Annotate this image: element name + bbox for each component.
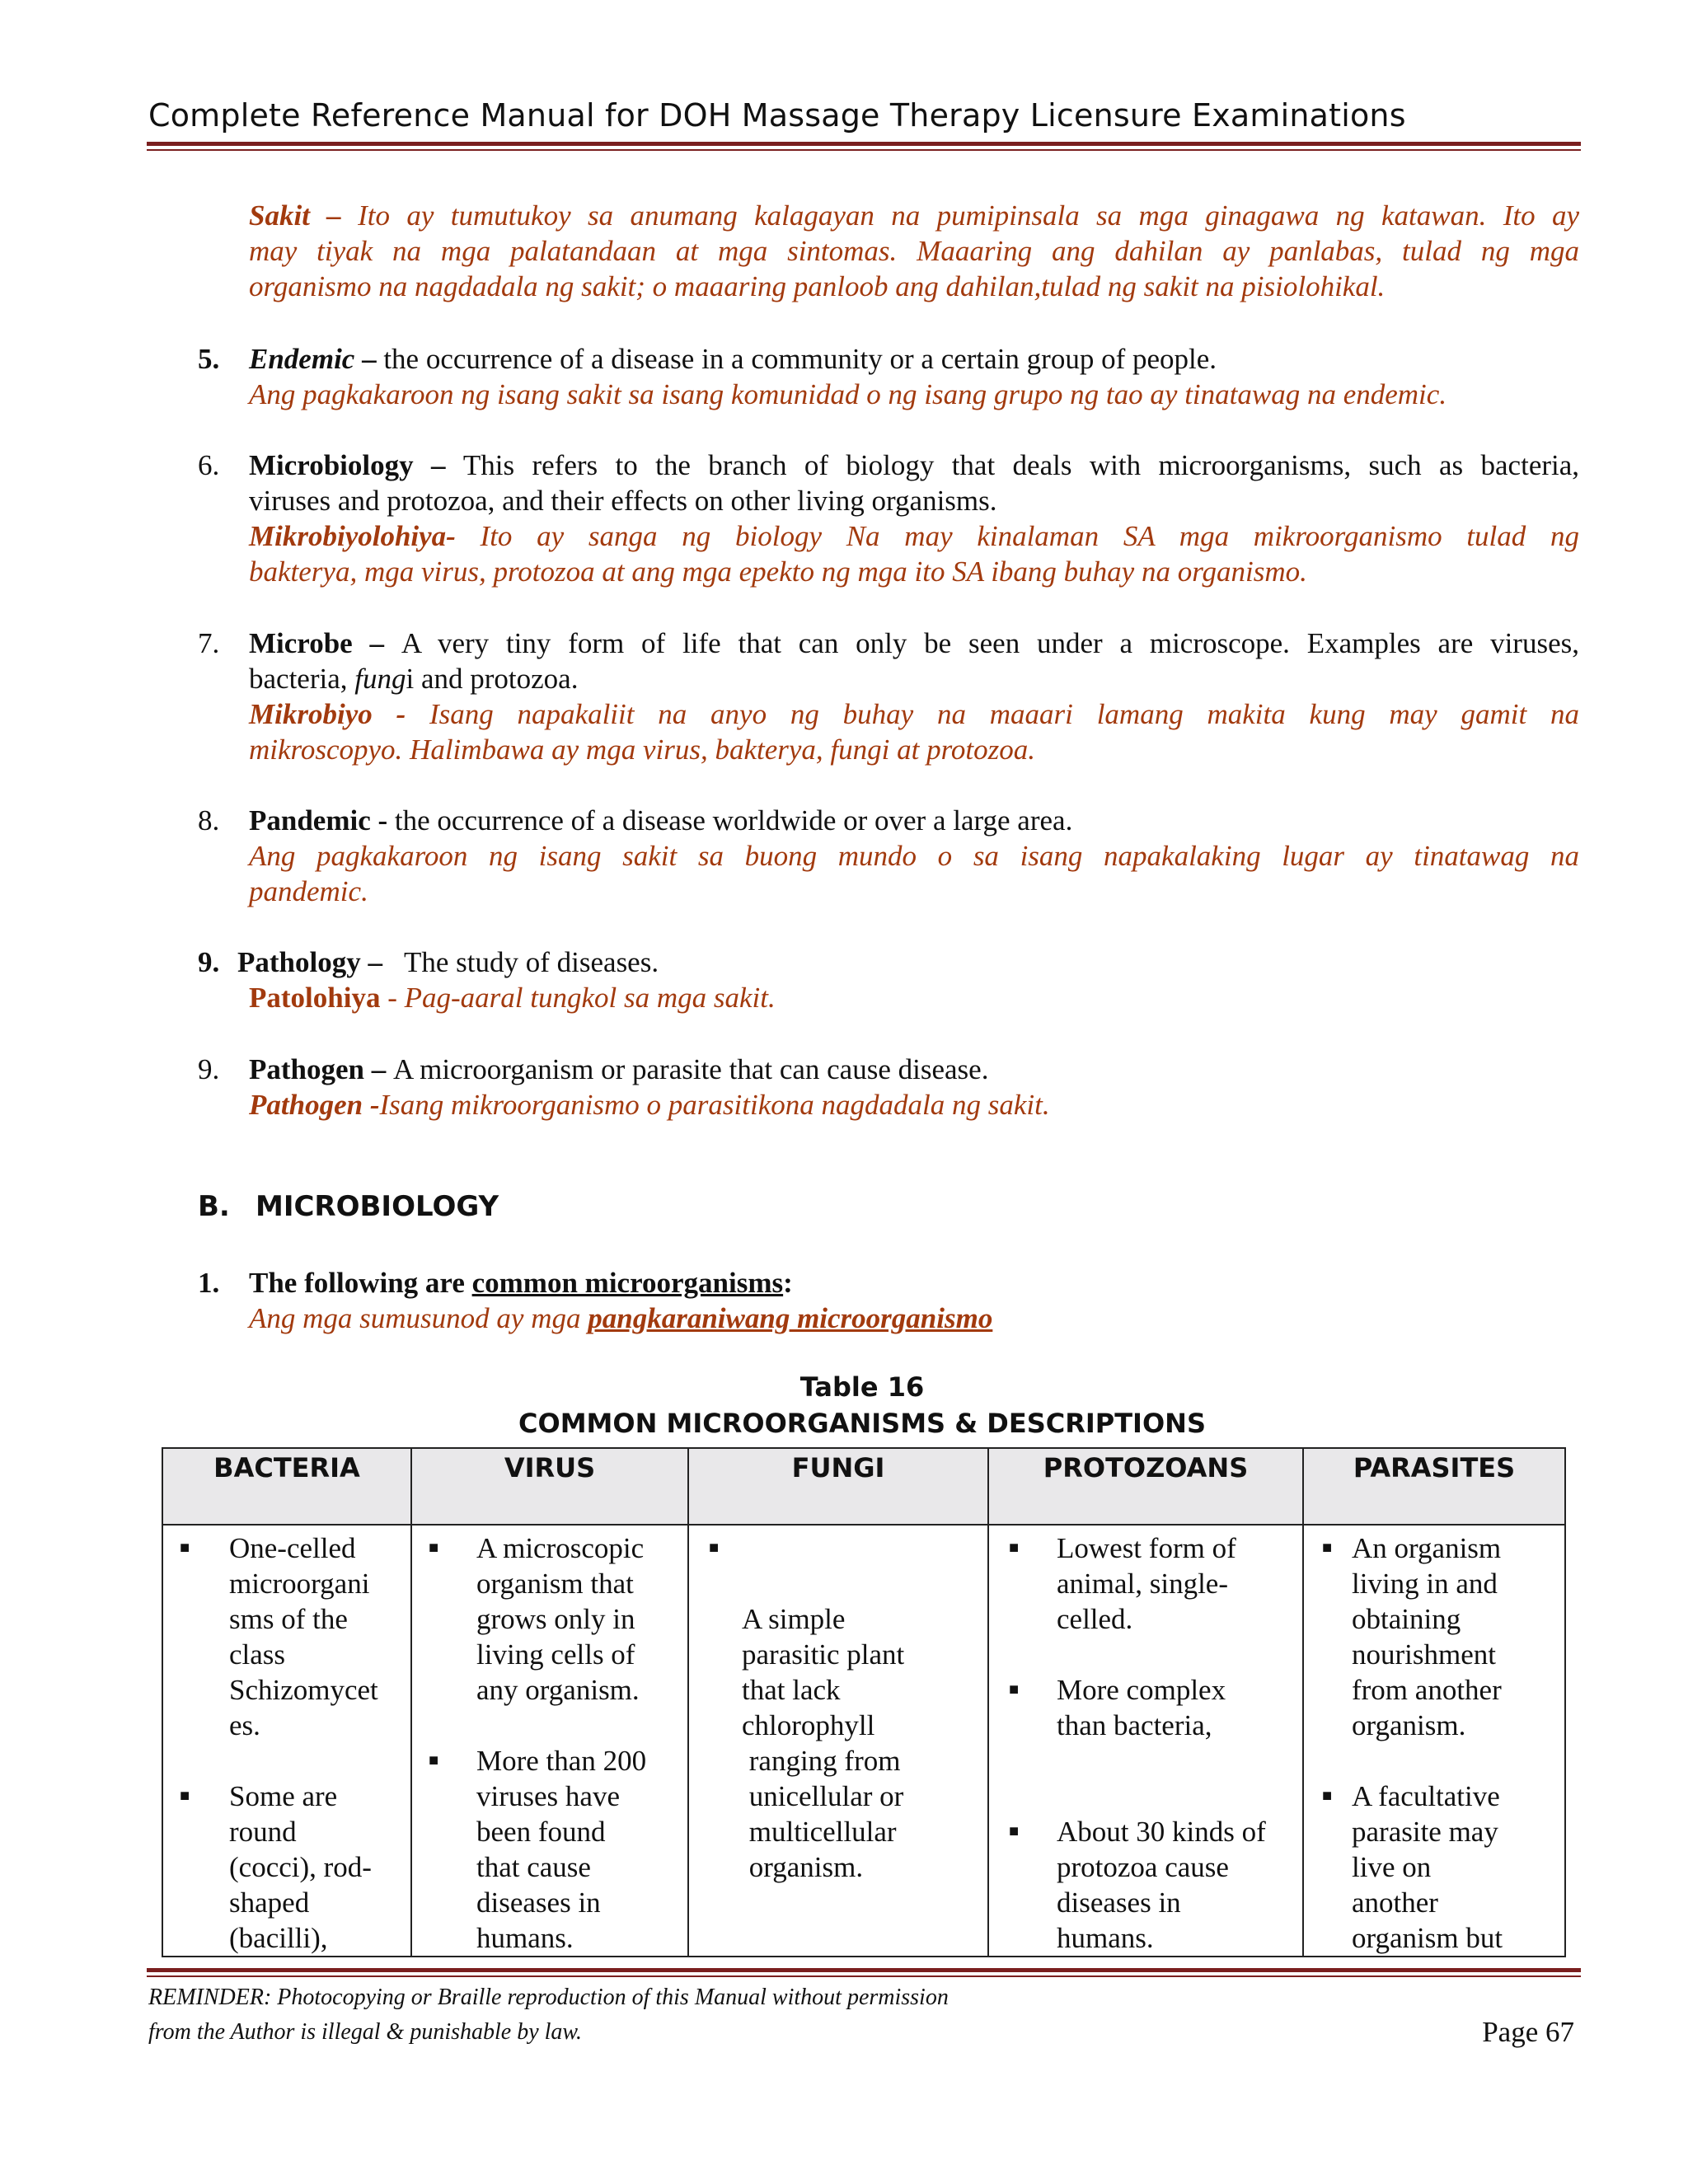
microorganisms-intro: The following are common microorganisms: Ang mga sumusunod ay mga pangkaraniwang microorganismo — [249, 1267, 993, 1334]
endemic-definition: Endemic – the occurrence of a disease in a community or a certain group of people. Ang pagkakaroon ng isang sakit sa isang komunidad o ng isang grupo ng tao ay tinatawag na endemic. — [249, 341, 1579, 412]
endemic-tl: Ang pagkakaroon ng isang sakit sa isang komunidad o ng isang grupo ng tao ay tinatawag na endemic. — [249, 378, 1447, 410]
table-cell: ■ A simple parasitic plant that lack chlorophyll ranging from unicellular or multicellular organism. — [688, 1525, 988, 1957]
sakit-term: Sakit — [249, 199, 310, 232]
pathology-tl-term: Patolohiya — [249, 982, 381, 1014]
item-number: 9. — [198, 946, 220, 978]
pathogen-definition: Pathogen – A microorganism or parasite that can cause disease. Pathogen -Isang mikroorganismo o parasitikona nagdadala ng sakit. — [249, 1053, 1050, 1121]
pathogen-tl-term: Pathogen - — [249, 1089, 380, 1121]
microbiology-tl-term: Mikrobiyolohiya- — [249, 520, 456, 552]
microbe-term: Microbe – — [249, 627, 401, 659]
bullet-square-icon: ■ — [708, 1539, 720, 1557]
item-number: 1. — [198, 1267, 220, 1299]
section-heading: B. MICROBIOLOGY — [198, 1190, 499, 1223]
footer-reminder: REMINDER: Photocopying or Braille reproduction of this Manual without permission — [148, 1985, 949, 2010]
bullet-square-icon: ■ — [1008, 1822, 1020, 1840]
microbe-definition: Microbe – A very tiny form of life that can only be seen under a microscope. Examples are viruses, bacteria, fungi and protozoa. Mikrobiyo - Isang napakaliit na anyo ng buhay na maaari lamang makita kung may gamit na mikroscopyo. Halimbawa ay mga virus, bakterya, fungi at protozoa. — [249, 627, 1579, 766]
column-header: PARASITES — [1303, 1448, 1565, 1525]
table-cell: ■ An organism living in and obtaining nourishment from another organism. ■ A facultative parasite may live on another organism but — [1303, 1525, 1565, 1957]
item-number: 7. — [198, 627, 220, 659]
pandemic-term: Pandemic - — [249, 804, 395, 837]
table-cell: ■ One-celled microorgani sms of the class Schizomycet es. ■ Some are round (cocci), rod- shaped (bacilli), — [162, 1525, 411, 1957]
bullet-square-icon: ■ — [1321, 1787, 1333, 1805]
table-cell: ■ A microscopic organism that grows only in living cells of any organism. ■ More than 200 viruses have been found that cause diseases in humans. — [411, 1525, 688, 1957]
page-header-title: Complete Reference Manual for DOH Massage Therapy Licensure Examinations — [148, 97, 1406, 134]
sakit-line: Ito ay tumutukoy sa anumang kalagayan na pumipinsala sa mga ginagawa ng katawan. Ito ay — [358, 199, 1579, 232]
pandemic-definition: Pandemic - the occurrence of a disease worldwide or over a large area. Ang pagkakaroon ng isang sakit sa buong mundo o sa isang napakalaking lugar ay tinatawag na pandemic. — [249, 804, 1579, 907]
pathogen-term: Pathogen – — [249, 1053, 393, 1085]
footer-rule — [147, 1968, 1581, 1972]
table-caption: Table 16 — [799, 1371, 925, 1403]
item-number: 8. — [198, 804, 220, 837]
microbiology-definition: Microbiology – This refers to the branch of biology that deals with microorganisms, such as bacteria, viruses and protozoa, and their effects on other living organisms. Mikrobiyolohiya- Ito ay sanga ng biology Na may kinalaman SA mga mikroorganismo tulad ng bakterya, mga virus, protozoa at ang mga epekto ng mga ito SA ibang buhay na organismo. — [249, 449, 1580, 588]
microbiology-term: Microbiology – — [249, 449, 463, 481]
column-header: VIRUS — [411, 1448, 688, 1525]
column-header: FUNGI — [688, 1448, 988, 1525]
item-number: 6. — [198, 449, 220, 481]
header-rule — [147, 142, 1581, 146]
bullet-square-icon: ■ — [428, 1751, 439, 1769]
footer-rule-thin — [147, 1975, 1581, 1977]
table-cell: ■ Lowest form of animal, single- celled. ■ More complex than bacteria, ■ About 30 kinds of protozoa cause diseases in humans. — [988, 1525, 1303, 1957]
header-rule-thin — [147, 149, 1581, 151]
column-header: BACTERIA — [162, 1448, 411, 1525]
bullet-square-icon: ■ — [1008, 1539, 1020, 1557]
sakit-line: may tiyak na mga palatandaan at mga sintomas. Maaaring ang dahilan ay panlabas, tulad ng mga — [249, 235, 1579, 267]
bullet-square-icon: ■ — [1321, 1539, 1333, 1557]
sakit-definition: Sakit – Ito ay tumutukoy sa anumang kalagayan na pumipinsala sa mga ginagawa ng katawan. Ito ay may tiyak na mga palatandaan at mga sintomas. Maaaring ang dahilan ay panlabas, tulad ng mga organismo na nagdadala ng sakit; o maaaring panloob ang dahilan,tulad ng sakit na pisiolohikal. — [249, 199, 1579, 302]
column-header: PROTOZOANS — [988, 1448, 1303, 1525]
bullet-square-icon: ■ — [179, 1787, 190, 1805]
item-number: 5. — [198, 343, 220, 375]
microorganisms-table — [162, 1447, 1566, 1957]
sakit-line: organismo na nagdadala ng sakit; o maaaring panloob ang dahilan,tulad ng sakit na pisiolohikal. — [249, 270, 1386, 302]
microbe-tl-term: Mikrobiyo - — [249, 698, 406, 730]
item-number: 9. — [198, 1053, 220, 1085]
table-title: COMMON MICROORGANISMS & DESCRIPTIONS — [518, 1408, 1206, 1439]
pathology-definition: Pathology – The study of diseases. Patolohiya - Pag-aaral tungkol sa mga sakit. — [237, 946, 776, 1014]
bullet-square-icon: ■ — [428, 1539, 439, 1557]
pathology-term: Pathology – — [237, 946, 382, 978]
footer-reminder: from the Author is illegal & punishable by law. — [148, 2019, 583, 2045]
bullet-square-icon: ■ — [179, 1539, 190, 1557]
page-number: Page 67 — [1482, 2016, 1574, 2048]
bullet-square-icon: ■ — [1008, 1680, 1020, 1699]
endemic-term: Endemic — [249, 343, 355, 375]
